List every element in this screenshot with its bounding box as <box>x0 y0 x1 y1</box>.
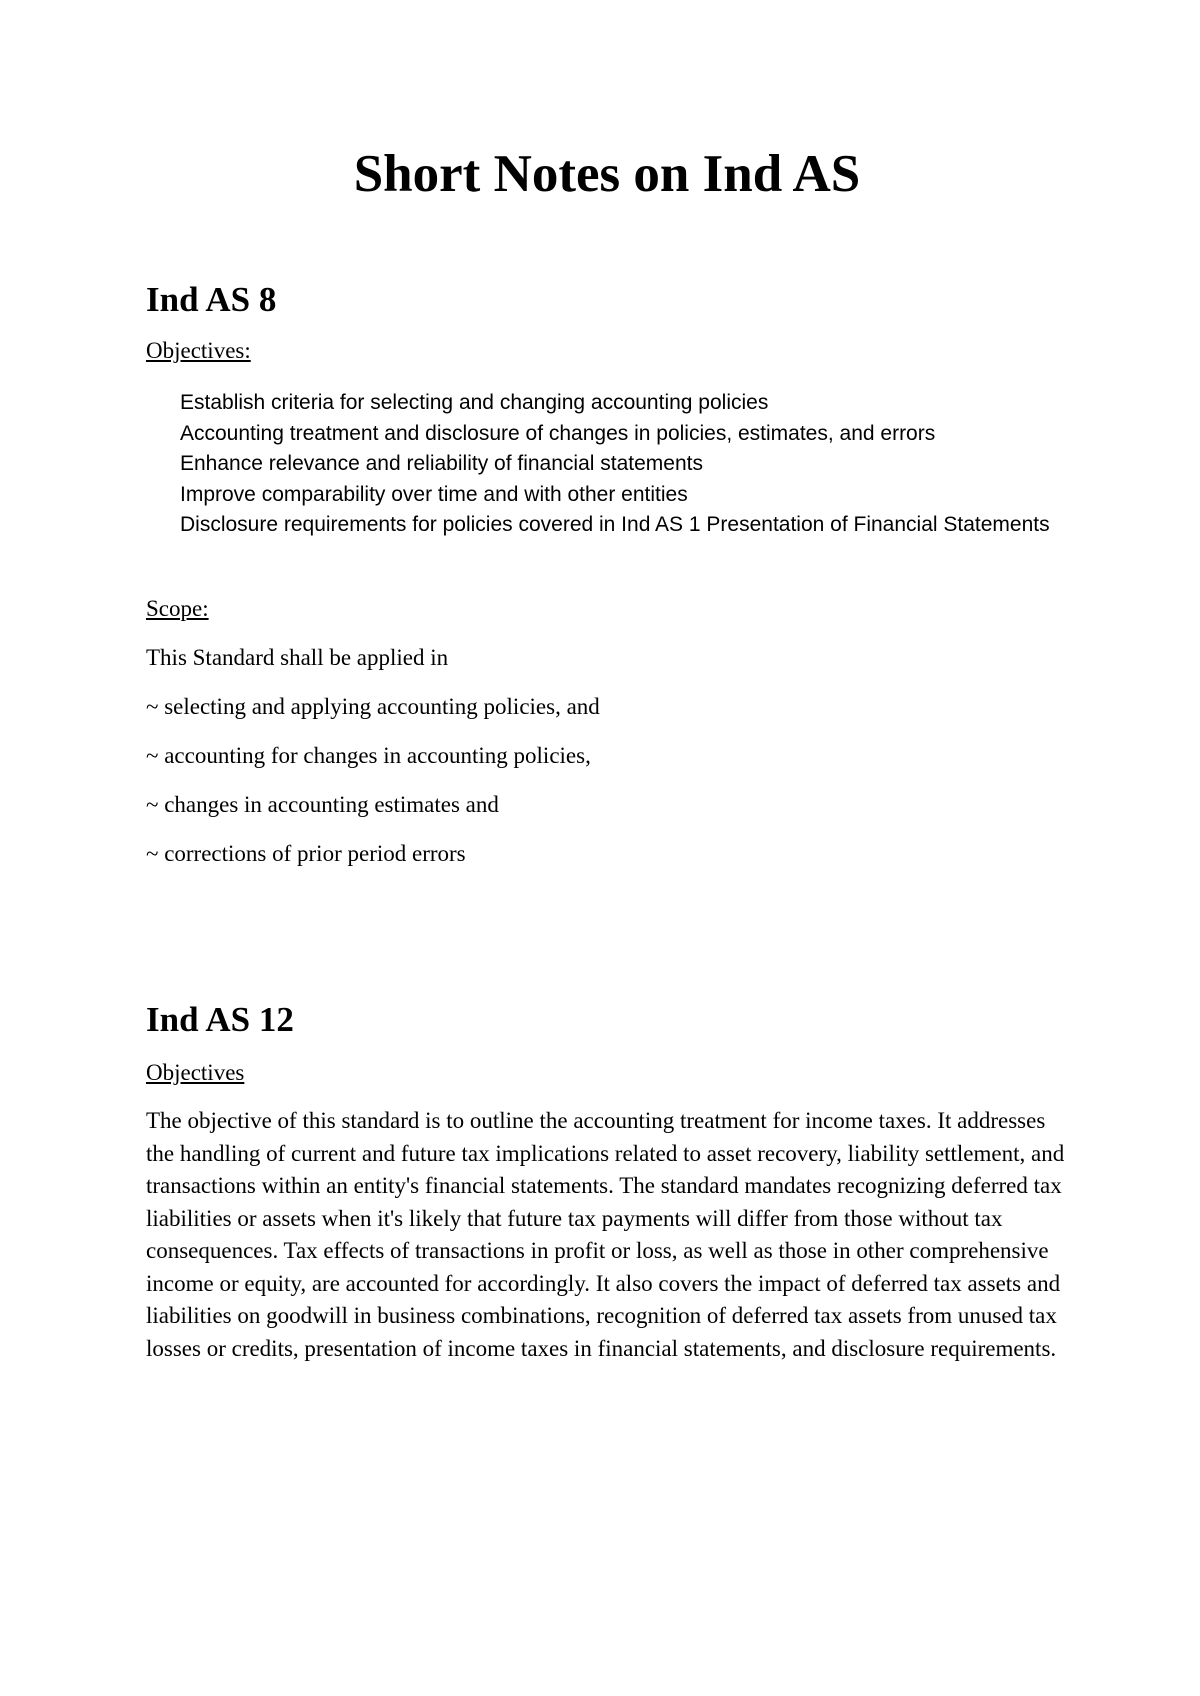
scope-intro: This Standard shall be applied in <box>146 645 449 670</box>
objectives-label-ind-as-8: Objectives: <box>146 338 251 363</box>
objective-item: Accounting treatment and disclosure of changes in policies, estimates, and errors <box>180 421 936 445</box>
document-title: Short Notes on Ind AS <box>353 145 861 203</box>
scope-item: ~ accounting for changes in accounting policies, <box>146 743 591 768</box>
scope-item: ~ corrections of prior period errors <box>146 841 466 866</box>
scope-item: ~ selecting and applying accounting policies, and <box>146 694 600 719</box>
objective-item: Disclosure requirements for policies covered in Ind AS 1 Presentation of Financial Statements <box>180 513 1050 536</box>
section-heading-ind-as-12: Ind AS 12 <box>146 1000 294 1039</box>
objectives-list-ind-as-8 <box>146 388 1076 541</box>
objective-item: Improve comparability over time and with other entities <box>180 482 688 506</box>
objective-item: Establish criteria for selecting and changing accounting policies <box>180 391 769 414</box>
section-heading-ind-as-8: Ind AS 8 <box>146 280 277 319</box>
scope-label-ind-as-8: Scope: <box>146 596 209 621</box>
scope-item: ~ changes in accounting estimates and <box>146 792 499 817</box>
objectives-label-ind-as-12: Objectives <box>146 1060 245 1085</box>
objective-item: Enhance relevance and reliability of financial statements <box>180 452 703 475</box>
objectives-paragraph-ind-as-12: The objective of this standard is to outline the accounting treatment for income taxes. It addresses the handling of current and future tax implications related to asset recovery, liability settlement, and transactions within an entity's financial statements. The standard mandates recognizing deferred tax liabilities or assets when it's likely that future tax payments will differ from those without tax consequences. Tax effects of transactions in profit or loss, as well as those in other comprehensive income or equity, are accounted for accordingly. It also covers the impact of deferred tax assets and liabilities on goodwill in business combinations, recognition of deferred tax assets from unused tax losses or credits, presentation of income taxes in financial statements, and disclosure requirements. <box>146 1108 1065 1361</box>
